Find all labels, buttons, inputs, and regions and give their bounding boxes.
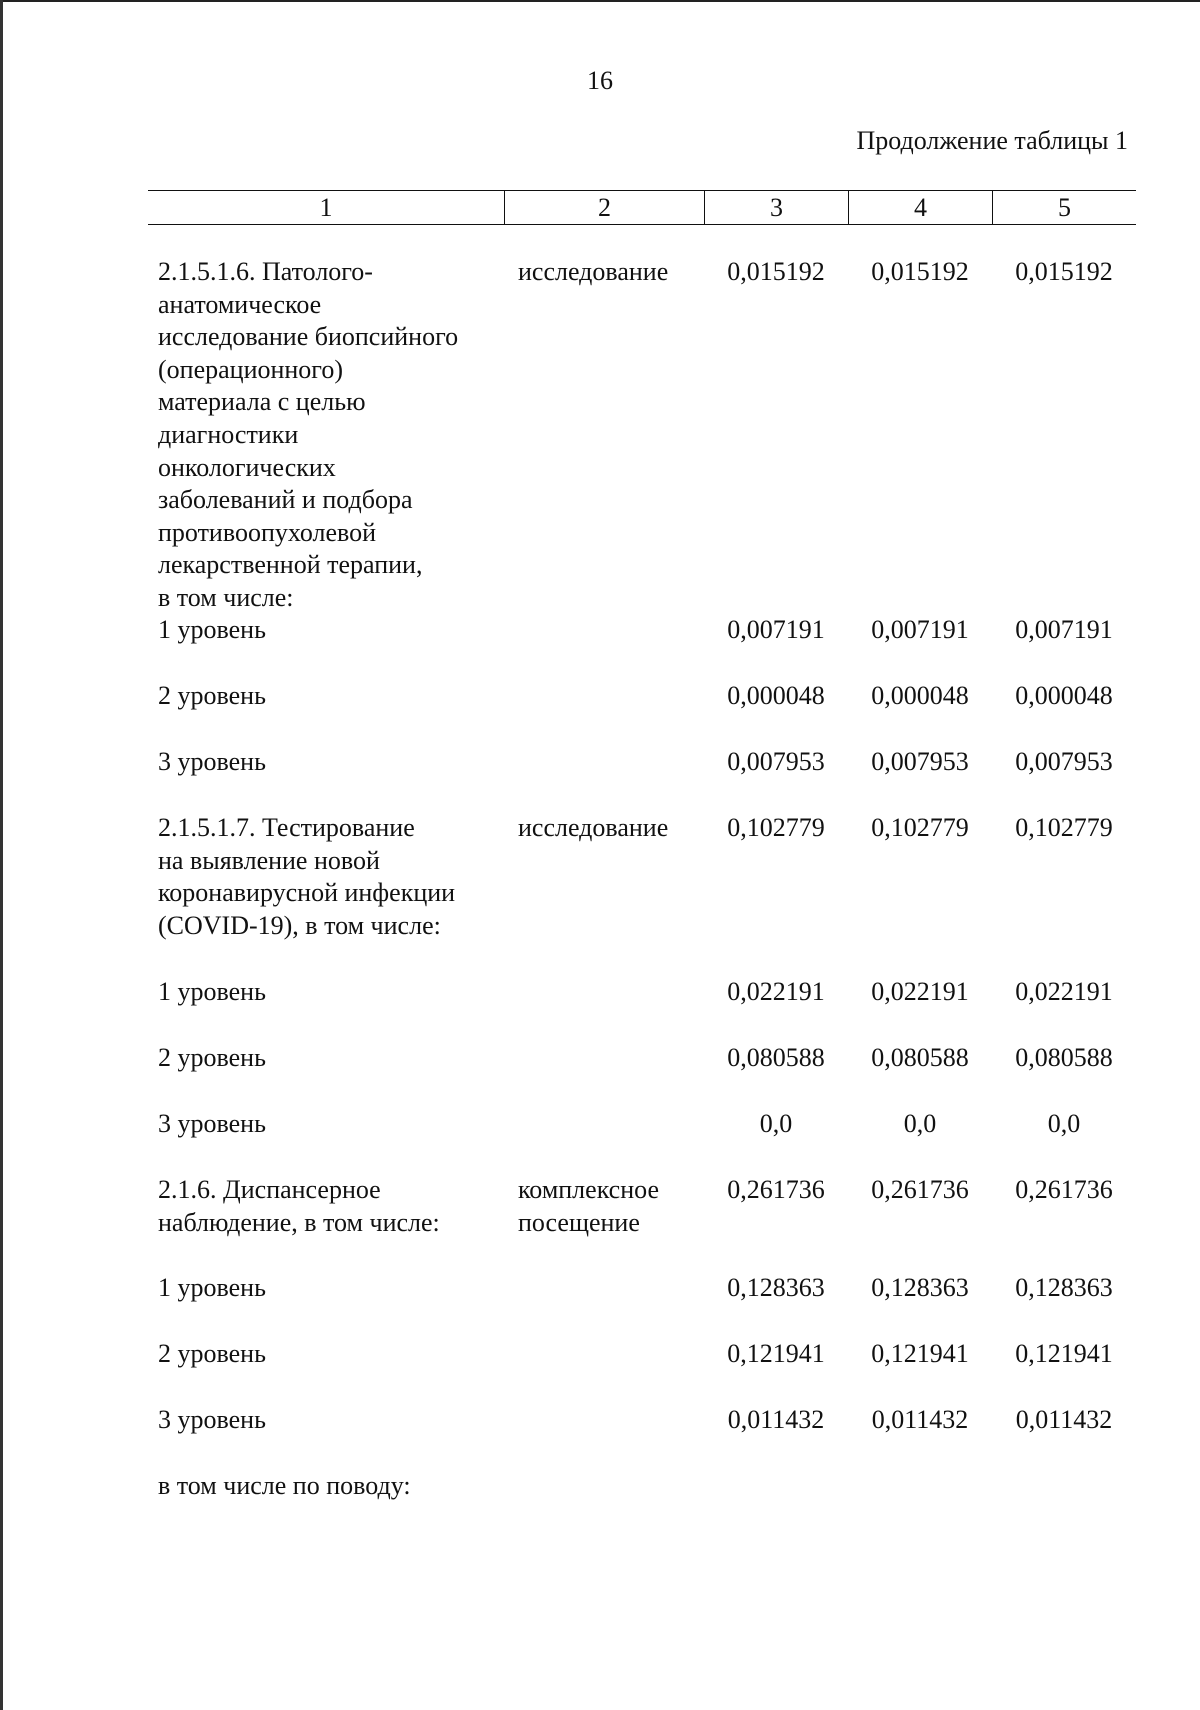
row-value-col5: 0,128363 xyxy=(1015,1273,1113,1302)
row-name: 3 уровень xyxy=(158,747,266,776)
row-name: 2 уровень xyxy=(158,681,266,710)
header-col-4: 4 xyxy=(848,191,992,224)
row-unit xyxy=(504,680,704,746)
table-row xyxy=(148,1174,1136,1272)
table-row xyxy=(148,680,1136,746)
row-value-col4: 0,128363 xyxy=(871,1273,969,1302)
row-name: 3 уровень xyxy=(158,1109,266,1138)
header-col-2: 2 xyxy=(504,191,704,224)
row-value-col3: 0,007191 xyxy=(727,615,825,644)
header-col-1: 1 xyxy=(319,193,333,222)
row-value-col3: 0,0 xyxy=(759,1109,793,1138)
row-value-col4: 0,261736 xyxy=(871,1175,969,1204)
table-row xyxy=(148,976,1136,1042)
row-value-col5: 0,102779 xyxy=(1015,813,1113,842)
row-value-col5: 0,000048 xyxy=(1015,681,1113,710)
row-value-col4: 0,121941 xyxy=(871,1339,969,1368)
table-row xyxy=(148,1272,1136,1338)
page-number: 16 xyxy=(587,66,613,95)
row-value-col5: 0,011432 xyxy=(1015,1405,1113,1434)
table-row xyxy=(148,614,1136,680)
row-unit: исследование xyxy=(518,813,669,842)
row-unit: исследование xyxy=(518,257,669,286)
row-unit: комплексное посещение xyxy=(518,1175,659,1237)
scan-top-edge xyxy=(0,0,1200,2)
row-name: 3 уровень xyxy=(158,1405,266,1434)
row-name: 2.1.5.1.7. Тестирование на выявление новой коронавирусной инфекции (COVID-19), в том числе: xyxy=(158,813,456,940)
row-value-col5: 0,261736 xyxy=(1015,1175,1113,1204)
table-body xyxy=(148,256,1136,1510)
row-value-col4: 0,015192 xyxy=(871,257,969,286)
row-name: 2 уровень xyxy=(158,1043,266,1072)
row-value-col4: 0,022191 xyxy=(871,977,969,1006)
row-value-col4: 0,080588 xyxy=(871,1043,969,1072)
row-name: 1 уровень xyxy=(158,615,266,644)
table-row xyxy=(148,1042,1136,1108)
row-name-tail: в том числе по поводу: xyxy=(158,1471,411,1500)
row-value-col3: 0,128363 xyxy=(727,1273,825,1302)
row-value-col3: 0,261736 xyxy=(727,1175,825,1204)
row-value-col4: 0,007191 xyxy=(871,615,969,644)
table-row xyxy=(148,1338,1136,1404)
table-row xyxy=(148,256,1136,614)
row-value-col3: 0,080588 xyxy=(727,1043,825,1072)
row-unit xyxy=(504,614,704,680)
row-value-col3: 0,000048 xyxy=(727,681,825,710)
row-name: 1 уровень xyxy=(158,977,266,1006)
table-continuation-label: Продолжение таблицы 1 xyxy=(856,126,1128,155)
table-row xyxy=(148,1108,1136,1174)
row-value-col5: 0,015192 xyxy=(1015,257,1113,286)
table-header-row xyxy=(148,191,1136,224)
row-value-col5: 0,007191 xyxy=(1015,615,1113,644)
row-value-col4: 0,011432 xyxy=(871,1405,969,1434)
table-row xyxy=(148,1404,1136,1470)
row-name: 2.1.6. Диспансерное наблюдение, в том числе: xyxy=(158,1175,440,1237)
row-value-col5: 0,007953 xyxy=(1015,747,1113,776)
row-value-col3: 0,121941 xyxy=(727,1339,825,1368)
header-col-3: 3 xyxy=(704,191,848,224)
row-unit xyxy=(504,976,704,1042)
row-value-col3: 0,015192 xyxy=(727,257,825,286)
row-unit xyxy=(504,1338,704,1404)
row-value-col3: 0,007953 xyxy=(727,747,825,776)
scan-left-edge xyxy=(0,0,3,1710)
row-value-col5: 0,022191 xyxy=(1015,977,1113,1006)
row-name: 2 уровень xyxy=(158,1339,266,1368)
row-name: 1 уровень xyxy=(158,1273,266,1302)
table-row xyxy=(148,812,1136,976)
row-unit xyxy=(504,1272,704,1338)
row-value-col4: 0,102779 xyxy=(871,813,969,842)
row-value-col3: 0,011432 xyxy=(727,1405,825,1434)
table-row xyxy=(148,1470,1136,1510)
header-col-5: 5 xyxy=(992,191,1136,224)
table-row xyxy=(148,746,1136,812)
row-value-col4: 0,007953 xyxy=(871,747,969,776)
row-value-col3: 0,022191 xyxy=(727,977,825,1006)
row-unit xyxy=(504,1404,704,1470)
row-name: 2.1.5.1.6. Патолого- анатомическое исследование биопсийного (операционного) материала с целью диагностики онкологических заболеваний и подбора противоопухолевой лекарственной терапии, в том числе: xyxy=(158,257,459,612)
row-value-col4: 0,0 xyxy=(903,1109,937,1138)
row-value-col5: 0,0 xyxy=(1047,1109,1081,1138)
row-unit xyxy=(504,1108,704,1174)
row-value-col3: 0,102779 xyxy=(727,813,825,842)
row-value-col4: 0,000048 xyxy=(871,681,969,710)
row-unit xyxy=(504,1042,704,1108)
header-bottom-rule xyxy=(148,224,1136,225)
row-unit xyxy=(504,746,704,812)
row-value-col5: 0,121941 xyxy=(1015,1339,1113,1368)
row-value-col5: 0,080588 xyxy=(1015,1043,1113,1072)
